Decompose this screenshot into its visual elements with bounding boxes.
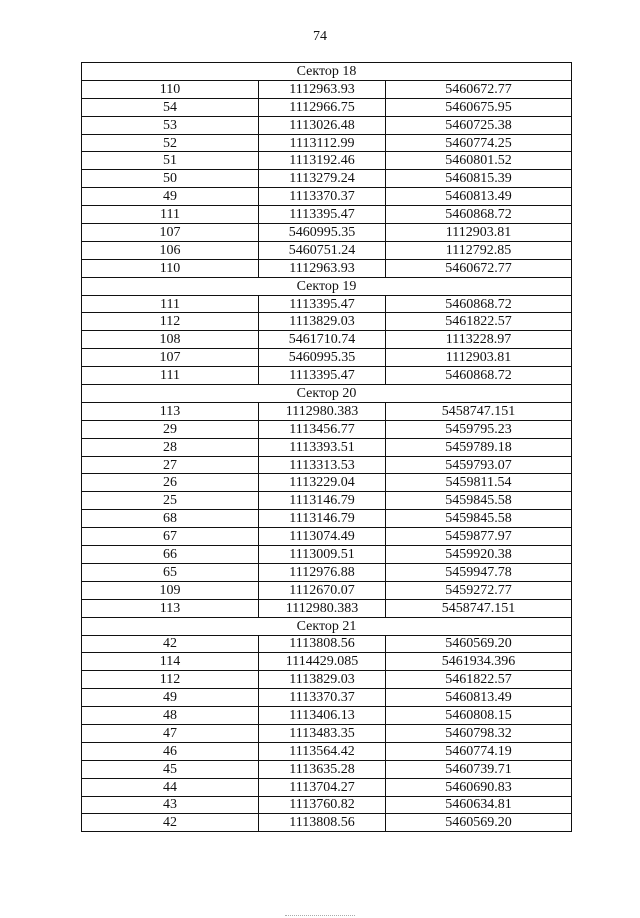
y-coordinate-cell: 5459811.54 xyxy=(386,474,572,492)
table-row xyxy=(82,313,572,331)
y-coordinate-cell: 5460569.20 xyxy=(386,635,572,653)
point-number-cell: 50 xyxy=(82,170,259,188)
table-row xyxy=(82,241,572,259)
table-row xyxy=(82,402,572,420)
y-coordinate-cell: 1112792.85 xyxy=(386,241,572,259)
x-coordinate-cell: 1113370.37 xyxy=(259,689,386,707)
sector-title: Сектор 21 xyxy=(82,617,572,635)
sector-title: Сектор 18 xyxy=(82,63,572,81)
x-coordinate-cell: 1113829.03 xyxy=(259,313,386,331)
table-row xyxy=(82,134,572,152)
x-coordinate-cell: 5460751.24 xyxy=(259,241,386,259)
point-number-cell: 49 xyxy=(82,188,259,206)
point-number-cell: 109 xyxy=(82,581,259,599)
y-coordinate-cell: 5460725.38 xyxy=(386,116,572,134)
table-row xyxy=(82,599,572,617)
point-number-cell: 111 xyxy=(82,206,259,224)
x-coordinate-cell: 1113074.49 xyxy=(259,528,386,546)
x-coordinate-cell: 1112966.75 xyxy=(259,98,386,116)
sector-header-row xyxy=(82,617,572,635)
table-row xyxy=(82,80,572,98)
point-number-cell: 49 xyxy=(82,689,259,707)
point-number-cell: 48 xyxy=(82,707,259,725)
point-number-cell: 113 xyxy=(82,402,259,420)
point-number-cell: 46 xyxy=(82,742,259,760)
point-number-cell: 52 xyxy=(82,134,259,152)
y-coordinate-cell: 5460868.72 xyxy=(386,367,572,385)
point-number-cell: 53 xyxy=(82,116,259,134)
x-coordinate-cell: 1113370.37 xyxy=(259,188,386,206)
page-number: 74 xyxy=(313,29,327,44)
x-coordinate-cell: 1113026.48 xyxy=(259,116,386,134)
point-number-cell: 106 xyxy=(82,241,259,259)
sector-title: Сектор 20 xyxy=(82,385,572,403)
y-coordinate-cell: 5460672.77 xyxy=(386,80,572,98)
table-row xyxy=(82,152,572,170)
y-coordinate-cell: 5460815.39 xyxy=(386,170,572,188)
footer-dotted-line xyxy=(285,915,355,916)
table-row xyxy=(82,420,572,438)
sector-header-row xyxy=(82,277,572,295)
table-row xyxy=(82,707,572,725)
point-number-cell: 54 xyxy=(82,98,259,116)
point-number-cell: 112 xyxy=(82,313,259,331)
table-row xyxy=(82,349,572,367)
point-number-cell: 112 xyxy=(82,671,259,689)
x-coordinate-cell: 1113483.35 xyxy=(259,724,386,742)
x-coordinate-cell: 1113808.56 xyxy=(259,814,386,832)
point-number-cell: 29 xyxy=(82,420,259,438)
y-coordinate-cell: 5459920.38 xyxy=(386,546,572,564)
x-coordinate-cell: 1114429.085 xyxy=(259,653,386,671)
point-number-cell: 110 xyxy=(82,80,259,98)
point-number-cell: 66 xyxy=(82,546,259,564)
table-row xyxy=(82,224,572,242)
point-number-cell: 27 xyxy=(82,456,259,474)
table-row xyxy=(82,295,572,313)
table-row xyxy=(82,98,572,116)
y-coordinate-cell: 5459795.23 xyxy=(386,420,572,438)
x-coordinate-cell: 1112963.93 xyxy=(259,259,386,277)
y-coordinate-cell: 5460634.81 xyxy=(386,796,572,814)
x-coordinate-cell: 1112976.88 xyxy=(259,563,386,581)
point-number-cell: 45 xyxy=(82,760,259,778)
y-coordinate-cell: 5458747.151 xyxy=(386,599,572,617)
table-row xyxy=(82,724,572,742)
y-coordinate-cell: 5460798.32 xyxy=(386,724,572,742)
y-coordinate-cell: 5460868.72 xyxy=(386,206,572,224)
table-row xyxy=(82,474,572,492)
y-coordinate-cell: 5460569.20 xyxy=(386,814,572,832)
y-coordinate-cell: 5460690.83 xyxy=(386,778,572,796)
x-coordinate-cell: 1113395.47 xyxy=(259,295,386,313)
y-coordinate-cell: 1112903.81 xyxy=(386,224,572,242)
x-coordinate-cell: 1113112.99 xyxy=(259,134,386,152)
x-coordinate-cell: 1113808.56 xyxy=(259,635,386,653)
table-row xyxy=(82,116,572,134)
table-row xyxy=(82,796,572,814)
x-coordinate-cell: 1113393.51 xyxy=(259,438,386,456)
x-coordinate-cell: 1113395.47 xyxy=(259,206,386,224)
point-number-cell: 111 xyxy=(82,367,259,385)
point-number-cell: 51 xyxy=(82,152,259,170)
table-row xyxy=(82,492,572,510)
y-coordinate-cell: 1113228.97 xyxy=(386,331,572,349)
x-coordinate-cell: 1113192.46 xyxy=(259,152,386,170)
x-coordinate-cell: 1113760.82 xyxy=(259,796,386,814)
x-coordinate-cell: 1113229.04 xyxy=(259,474,386,492)
y-coordinate-cell: 5461934.396 xyxy=(386,653,572,671)
x-coordinate-cell: 1113704.27 xyxy=(259,778,386,796)
y-coordinate-cell: 5459947.78 xyxy=(386,563,572,581)
table-row xyxy=(82,760,572,778)
x-coordinate-cell: 1113279.24 xyxy=(259,170,386,188)
x-coordinate-cell: 1112980.383 xyxy=(259,402,386,420)
y-coordinate-cell: 5460774.25 xyxy=(386,134,572,152)
table-row xyxy=(82,259,572,277)
y-coordinate-cell: 5460868.72 xyxy=(386,295,572,313)
point-number-cell: 25 xyxy=(82,492,259,510)
x-coordinate-cell: 5461710.74 xyxy=(259,331,386,349)
y-coordinate-cell: 5459272.77 xyxy=(386,581,572,599)
table-row xyxy=(82,581,572,599)
point-number-cell: 67 xyxy=(82,528,259,546)
coordinates-table-body xyxy=(82,63,572,832)
table-row xyxy=(82,510,572,528)
x-coordinate-cell: 1113456.77 xyxy=(259,420,386,438)
table-row xyxy=(82,528,572,546)
y-coordinate-cell: 5461822.57 xyxy=(386,671,572,689)
table-row xyxy=(82,206,572,224)
point-number-cell: 111 xyxy=(82,295,259,313)
table-row xyxy=(82,546,572,564)
x-coordinate-cell: 1112980.383 xyxy=(259,599,386,617)
table-row xyxy=(82,563,572,581)
y-coordinate-cell: 5460774.19 xyxy=(386,742,572,760)
table-row xyxy=(82,635,572,653)
point-number-cell: 114 xyxy=(82,653,259,671)
x-coordinate-cell: 1113395.47 xyxy=(259,367,386,385)
y-coordinate-cell: 5460801.52 xyxy=(386,152,572,170)
y-coordinate-cell: 1112903.81 xyxy=(386,349,572,367)
x-coordinate-cell: 1113635.28 xyxy=(259,760,386,778)
y-coordinate-cell: 5460675.95 xyxy=(386,98,572,116)
coordinates-table xyxy=(81,62,572,832)
point-number-cell: 42 xyxy=(82,635,259,653)
sector-header-row xyxy=(82,63,572,81)
table-row xyxy=(82,689,572,707)
y-coordinate-cell: 5460813.49 xyxy=(386,188,572,206)
x-coordinate-cell: 1113009.51 xyxy=(259,546,386,564)
y-coordinate-cell: 5460672.77 xyxy=(386,259,572,277)
point-number-cell: 42 xyxy=(82,814,259,832)
point-number-cell: 107 xyxy=(82,349,259,367)
table-row xyxy=(82,438,572,456)
table-row xyxy=(82,653,572,671)
y-coordinate-cell: 5459793.07 xyxy=(386,456,572,474)
point-number-cell: 43 xyxy=(82,796,259,814)
x-coordinate-cell: 1113564.42 xyxy=(259,742,386,760)
x-coordinate-cell: 1112963.93 xyxy=(259,80,386,98)
y-coordinate-cell: 5459877.97 xyxy=(386,528,572,546)
sector-header-row xyxy=(82,385,572,403)
x-coordinate-cell: 1113146.79 xyxy=(259,510,386,528)
y-coordinate-cell: 5460808.15 xyxy=(386,707,572,725)
y-coordinate-cell: 5459845.58 xyxy=(386,510,572,528)
x-coordinate-cell: 1112670.07 xyxy=(259,581,386,599)
y-coordinate-cell: 5459789.18 xyxy=(386,438,572,456)
y-coordinate-cell: 5459845.58 xyxy=(386,492,572,510)
table-row xyxy=(82,742,572,760)
point-number-cell: 108 xyxy=(82,331,259,349)
point-number-cell: 47 xyxy=(82,724,259,742)
point-number-cell: 44 xyxy=(82,778,259,796)
x-coordinate-cell: 5460995.35 xyxy=(259,349,386,367)
x-coordinate-cell: 1113829.03 xyxy=(259,671,386,689)
point-number-cell: 113 xyxy=(82,599,259,617)
point-number-cell: 28 xyxy=(82,438,259,456)
table-row xyxy=(82,778,572,796)
table-row xyxy=(82,331,572,349)
table-row xyxy=(82,188,572,206)
point-number-cell: 68 xyxy=(82,510,259,528)
y-coordinate-cell: 5461822.57 xyxy=(386,313,572,331)
point-number-cell: 65 xyxy=(82,563,259,581)
table-row xyxy=(82,671,572,689)
x-coordinate-cell: 1113313.53 xyxy=(259,456,386,474)
y-coordinate-cell: 5460813.49 xyxy=(386,689,572,707)
y-coordinate-cell: 5458747.151 xyxy=(386,402,572,420)
y-coordinate-cell: 5460739.71 xyxy=(386,760,572,778)
point-number-cell: 26 xyxy=(82,474,259,492)
table-row xyxy=(82,456,572,474)
sector-title: Сектор 19 xyxy=(82,277,572,295)
point-number-cell: 107 xyxy=(82,224,259,242)
table-row xyxy=(82,367,572,385)
x-coordinate-cell: 1113146.79 xyxy=(259,492,386,510)
point-number-cell: 110 xyxy=(82,259,259,277)
table-row xyxy=(82,170,572,188)
x-coordinate-cell: 5460995.35 xyxy=(259,224,386,242)
x-coordinate-cell: 1113406.13 xyxy=(259,707,386,725)
table-row xyxy=(82,814,572,832)
